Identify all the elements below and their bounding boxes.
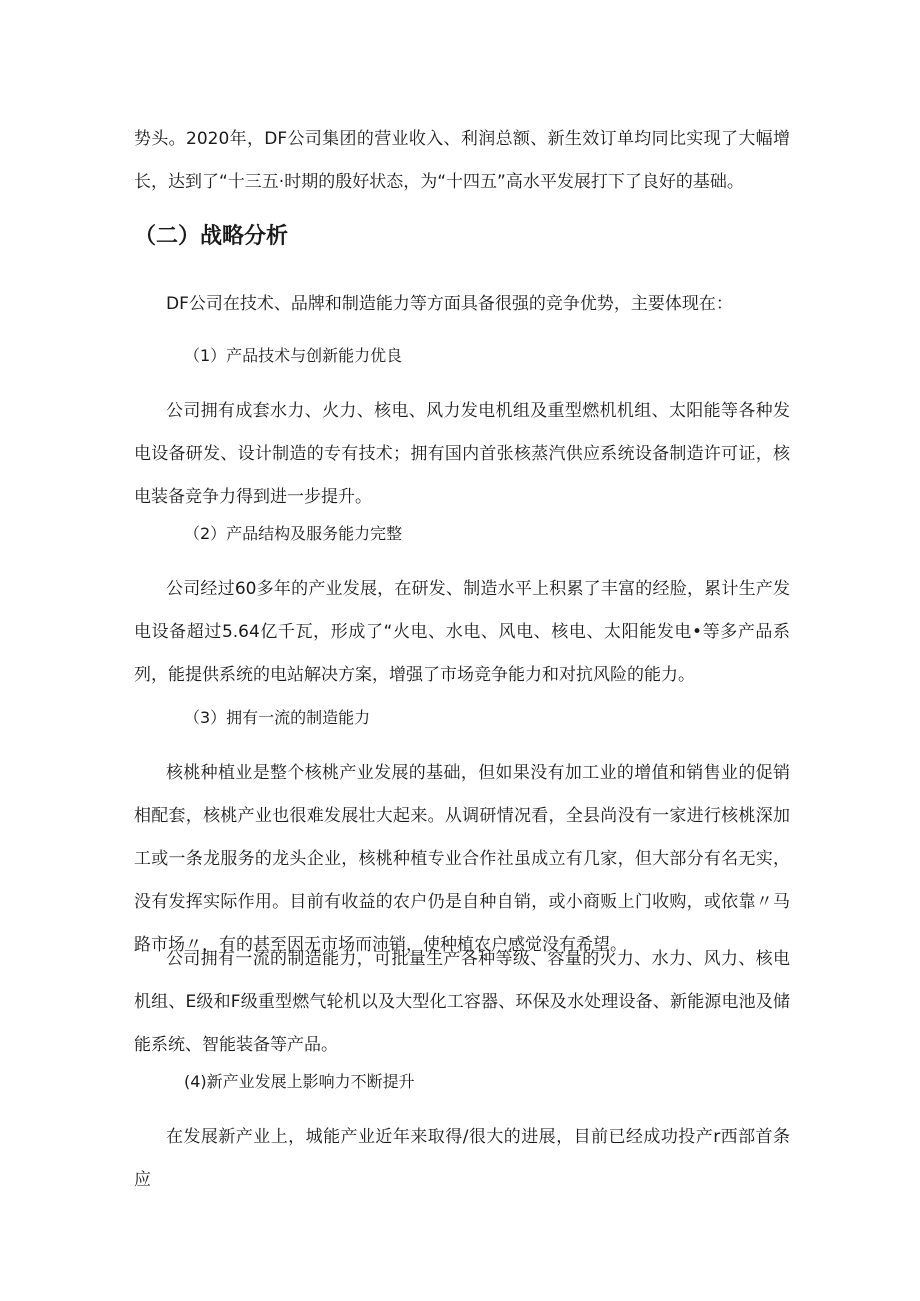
subheading-2: （2）产品结构及服务能力完整 bbox=[184, 524, 403, 543]
subheading-1: （1）产品技术与创新能力优良 bbox=[184, 346, 403, 365]
paragraph-product-structure: 公司经过60多年的产业发展，在研发、制造水平上积累了丰富的经脸，累计生产发电设备超过5.64亿千瓦，形成了“火电、水电、风电、核电、太阳能发电•等多产品系列，能提供系统的电站解决方案，增强了市场竞争能力和对抗风险的能力。 bbox=[134, 579, 790, 685]
paragraph-advantages-intro: DF公司在技术、品牌和制造能力等方面具备很强的竞争优势，主要体现在： bbox=[166, 294, 733, 314]
subheading-3: （3）拥有一流的制造能力 bbox=[184, 708, 371, 727]
paragraph-manufacturing: 公司拥有一流的制造能力，可批量生产各种等级、容量的火力、水力、风力、核电机组、E级和F级重型燃气轮机以及大型化工容器、环保及水处理设备、新能源电池及储能系统、智能装备等产品。 bbox=[134, 949, 790, 1055]
subheading-4: (4)新产业发展上影响力不断提升 bbox=[184, 1072, 415, 1091]
paragraph-new-industry: 在发展新产业上，城能产业近年来取得/很大的进展，目前已经成功投产r西部首条应 bbox=[134, 1127, 790, 1190]
paragraph-walnut-industry: 核桃种植业是整个核桃产业发展的基础，但如果没有加工业的增值和销售业的促销相配套，核桃产业也很难发展壮大起来。从调研情况看，全县尚没有一家进行核桃深加工或一条龙服务的龙头企业，核桃种植专业合作社虽成立有几家，但大部分有名无实，没有发挥实际作用。目前有收益的农户仍是自种自销，或小商贩上门收购，或依靠〃马路市场〃，有的甚至因无市场而沛销，使种植农户感觉没有希望。 bbox=[134, 763, 790, 955]
paragraph-intro-continuation: 势头。2020年，DF公司集团的营业收入、利润总额、新生效订单均同比实现了大幅增长，达到了“十三五·时期的殷好状态，为“十四五”高水平发展打下了良好的基础。 bbox=[134, 129, 790, 192]
section-heading: （二）战略分析 bbox=[134, 224, 289, 249]
paragraph-technology: 公司拥有成套水力、火力、核电、风力发电机组及重型燃机机组、太阳能等各种发电设备研发、设计制造的专有技术；拥有国内首张核蒸汽供应系统设备制造许可证，核电装备竞争力得到进一步提升。 bbox=[134, 401, 790, 507]
